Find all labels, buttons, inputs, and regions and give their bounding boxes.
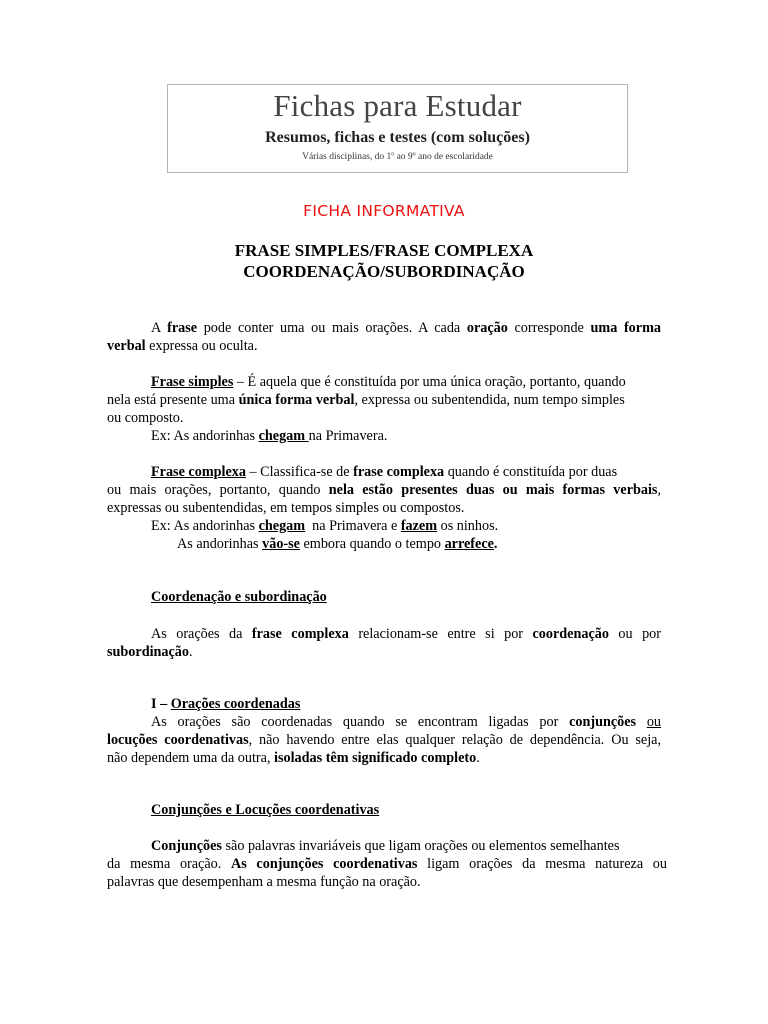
paragraph-3-line-2: ou mais orações, portanto, quando nela estão presentes duas ou mais formas verbais, — [107, 482, 661, 498]
paragraph-1-line-1: A frase pode conter uma ou mais orações. A cada oração corresponde uma forma — [151, 320, 661, 336]
section-heading-coordenacao-subordinacao: Coordenação e subordinação — [151, 589, 327, 605]
section-heading-conjuncoes: Conjunções e Locuções coordenativas — [151, 802, 380, 818]
site-subtitle: Resumos, fichas e testes (com soluções) — [265, 129, 530, 146]
paragraph-4-line-1: As orações da frase complexa relacionam-se entre si por coordenação ou por — [151, 626, 661, 642]
document-type-heading: FICHA INFORMATIVA — [303, 202, 465, 220]
paragraph-2-line-1: Frase simples – É aquela que é constituída por uma única oração, portanto, quando — [151, 374, 626, 390]
paragraph-2-line-2: nela está presente uma única forma verbal, expressa ou subentendida, num tempo simples — [107, 392, 625, 408]
paragraph-1-line-2: verbal expressa ou oculta. — [107, 338, 258, 354]
paragraph-2-line-3: ou composto. — [107, 410, 184, 426]
header-banner — [167, 84, 628, 173]
paragraph-3-example-1: Ex: As andorinhas chegam na Primavera e fazem os ninhos. — [151, 518, 499, 534]
paragraph-5-line-1: As orações são coordenadas quando se encontram ligadas por conjunções ou — [151, 714, 661, 730]
paragraph-6-line-1: Conjunções são palavras invariáveis que ligam orações ou elementos semelhantes — [151, 838, 620, 854]
site-title: Fichas para Estudar — [273, 88, 522, 123]
document-title-line-2: COORDENAÇÃO/SUBORDINAÇÃO — [243, 262, 525, 281]
paragraph-5-line-3: não dependem uma da outra, isoladas têm significado completo. — [107, 750, 480, 766]
document-title-line-1: FRASE SIMPLES/FRASE COMPLEXA — [234, 241, 534, 260]
paragraph-3-line-1: Frase complexa – Classifica-se de frase complexa quando é constituída por duas — [151, 464, 618, 480]
paragraph-5-line-2: locuções coordenativas, não havendo entre elas qualquer relação de dependência. Ou seja, — [107, 732, 662, 748]
paragraph-2-example: Ex: As andorinhas chegam na Primavera. — [151, 428, 388, 444]
paragraph-3-line-3: expressas ou subentendidas, em tempos simples ou compostos. — [107, 500, 465, 516]
section-heading-oracoes-coordenadas: I – Orações coordenadas — [151, 696, 301, 712]
paragraph-3-example-2: As andorinhas vão-se embora quando o tempo arrefece. — [177, 536, 498, 552]
site-note: Várias disciplinas, do 1º ao 9º ano de escolaridade — [302, 152, 493, 162]
paragraph-6-line-2: da mesma oração. As conjunções coordenativas ligam orações da mesma natureza ou — [107, 856, 667, 872]
paragraph-4-line-2: subordinação. — [107, 644, 193, 660]
paragraph-6-line-3: palavras que desempenham a mesma função na oração. — [107, 874, 421, 890]
